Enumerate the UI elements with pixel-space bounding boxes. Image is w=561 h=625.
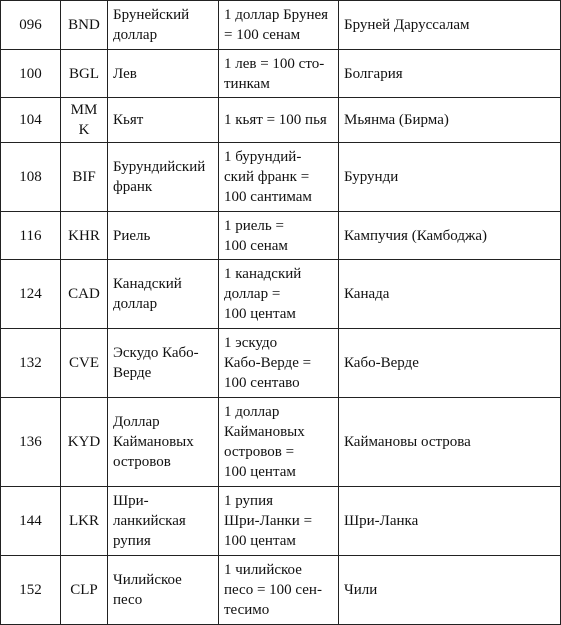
numeric-code-cell: 144 xyxy=(1,487,61,556)
country-cell: Шри-Ланка xyxy=(339,487,561,556)
subunit-cell: 1 чилийское песо = 100 сен- тесимо xyxy=(219,556,339,625)
table-row xyxy=(1,1,561,50)
country-cell: Кабо-Верде xyxy=(339,329,561,398)
table-row xyxy=(1,50,561,98)
alpha-code-cell: BIF xyxy=(61,143,108,212)
numeric-code-cell: 136 xyxy=(1,398,61,487)
numeric-code-cell: 124 xyxy=(1,260,61,329)
currency-name-cell: Чилийское песо xyxy=(108,556,219,625)
country-cell: Чили xyxy=(339,556,561,625)
numeric-code-cell: 132 xyxy=(1,329,61,398)
country-cell: Кампучия (Камбоджа) xyxy=(339,212,561,260)
currency-name-cell: Бурундийский франк xyxy=(108,143,219,212)
alpha-code-cell: LKR xyxy=(61,487,108,556)
table-row xyxy=(1,398,561,487)
alpha-code-cell: CAD xyxy=(61,260,108,329)
alpha-code-cell: BND xyxy=(61,1,108,50)
country-cell: Канада xyxy=(339,260,561,329)
table-row xyxy=(1,260,561,329)
alpha-code-cell: MMK xyxy=(61,98,108,143)
country-cell: Каймановы острова xyxy=(339,398,561,487)
alpha-code-cell: BGL xyxy=(61,50,108,98)
subunit-cell: 1 доллар Брунея = 100 сенам xyxy=(219,1,339,50)
table-row xyxy=(1,98,561,143)
currency-name-cell: Лев xyxy=(108,50,219,98)
numeric-code-cell: 108 xyxy=(1,143,61,212)
currency-name-cell: Риель xyxy=(108,212,219,260)
numeric-code-cell: 096 xyxy=(1,1,61,50)
country-cell: Бурунди xyxy=(339,143,561,212)
numeric-code-cell: 152 xyxy=(1,556,61,625)
subunit-cell: 1 рупия Шри-Ланки = 100 центам xyxy=(219,487,339,556)
currency-name-cell: Доллар Каймановых островов xyxy=(108,398,219,487)
table-row xyxy=(1,212,561,260)
numeric-code-cell: 104 xyxy=(1,98,61,143)
table-row xyxy=(1,556,561,625)
table-row xyxy=(1,143,561,212)
subunit-cell: 1 канадский доллар = 100 центам xyxy=(219,260,339,329)
currency-name-cell: Брунейский доллар xyxy=(108,1,219,50)
alpha-code-cell: KYD xyxy=(61,398,108,487)
table-row xyxy=(1,329,561,398)
country-cell: Бруней Даруссалам xyxy=(339,1,561,50)
subunit-cell: 1 кьят = 100 пья xyxy=(219,98,339,143)
currency-name-cell: Шри- ланкийская рупия xyxy=(108,487,219,556)
numeric-code-cell: 100 xyxy=(1,50,61,98)
table-row xyxy=(1,487,561,556)
subunit-cell: 1 лев = 100 сто- тинкам xyxy=(219,50,339,98)
subunit-cell: 1 доллар Каймановых островов = 100 центам xyxy=(219,398,339,487)
subunit-cell: 1 риель = 100 сенам xyxy=(219,212,339,260)
numeric-code-cell: 116 xyxy=(1,212,61,260)
country-cell: Мьянма (Бирма) xyxy=(339,98,561,143)
subunit-cell: 1 бурундий- ский франк = 100 сантимам xyxy=(219,143,339,212)
alpha-code-cell: CVE xyxy=(61,329,108,398)
currency-name-cell: Кьят xyxy=(108,98,219,143)
alpha-code-cell: CLP xyxy=(61,556,108,625)
alpha-code-cell: KHR xyxy=(61,212,108,260)
country-cell: Болгария xyxy=(339,50,561,98)
currency-name-cell: Канадский доллар xyxy=(108,260,219,329)
subunit-cell: 1 эскудо Кабо-Верде = 100 сентаво xyxy=(219,329,339,398)
currency-name-cell: Эскудо Кабо- Верде xyxy=(108,329,219,398)
